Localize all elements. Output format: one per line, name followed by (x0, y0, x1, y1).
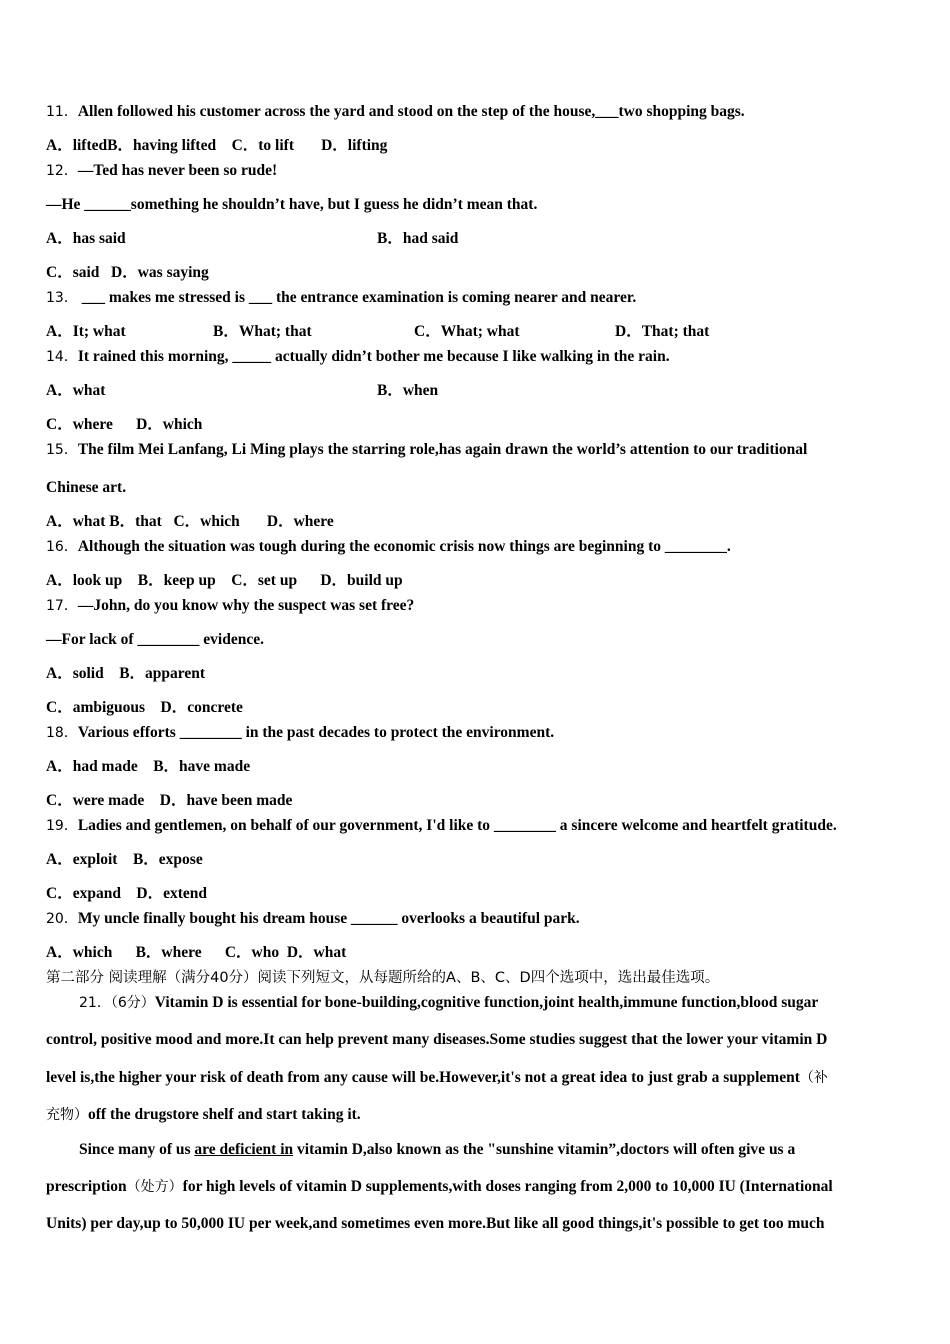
question-stem: —Ted has never been so rude! (77, 162, 278, 179)
passage-text: for high levels of vitamin D supplements,with doses ranging from 2,000 to 10,000 IU (International (182, 1178, 833, 1195)
passage-line: Units) per day,up to 50,000 IU per week,and sometimes even more.But like all good things,it's possible to get too much (46, 1215, 825, 1232)
passage-text: 充物） (46, 1107, 88, 1123)
passage-text: level is,the higher your risk of death from any cause will be.However,it's not a great idea to just grab a supplement (46, 1069, 800, 1086)
question-number: 17． (46, 598, 78, 614)
options-line (46, 381, 439, 401)
options-line: A．what B．that C．which D．where (46, 513, 334, 530)
option-d: D．That; that (615, 323, 710, 340)
question-number: 15． (46, 442, 78, 458)
question-18 (46, 723, 554, 743)
passage-line (46, 1068, 828, 1088)
options-line: C．expand D．extend (46, 885, 208, 902)
passage-text: off the drugstore shelf and start taking it. (88, 1106, 361, 1123)
passage-text: prescription (46, 1178, 127, 1195)
question-number: 21．（6分） (79, 995, 155, 1011)
question-number: 18． (46, 725, 78, 741)
options-line: C．ambiguous D．concrete (46, 699, 243, 716)
question-12 (46, 161, 277, 181)
underlined-phrase: are deficient in (194, 1141, 294, 1158)
option-c: C．What; what (414, 323, 520, 340)
question-stem-line2: —For lack of ________ evidence. (46, 631, 264, 648)
options-line (46, 229, 459, 249)
options-line (46, 322, 710, 342)
section-heading: 第二部分 阅读理解（满分40分）阅读下列短文，从每题所给的A、B、C、D四个选项中，选出最佳选项。 (46, 970, 720, 986)
question-number: 14． (46, 349, 78, 365)
options-line: A．exploit B．expose (46, 851, 203, 868)
question-number: 13． (46, 290, 78, 306)
question-stem: Although the situation was tough during the economic crisis now things are beginning to ________. (77, 538, 731, 555)
option-b: B．had said (377, 230, 459, 247)
passage-line (46, 1105, 361, 1125)
passage-text: （补 (799, 1070, 828, 1086)
passage-line (79, 1140, 795, 1160)
option-a: A．It; what (46, 323, 126, 340)
question-stem: The film Mei Lanfang, Li Ming plays the starring role,has again drawn the world’s attention to our traditional (77, 441, 808, 458)
question-19 (46, 816, 837, 836)
passage-text: Vitamin D is essential for bone-building,cognitive function,joint health,immune function,blood sugar (154, 994, 819, 1011)
question-number: 12． (46, 163, 78, 179)
question-stem-line2: Chinese art. (46, 479, 127, 496)
passage-text: （处方） (126, 1179, 183, 1195)
passage-line: control, positive mood and more.It can help prevent many diseases.Some studies suggest that the lower your vitamin D (46, 1031, 828, 1048)
question-stem: It rained this morning, _____ actually didn’t bother me because I like walking in the rain. (77, 348, 670, 365)
question-16 (46, 537, 731, 557)
passage-text: Since many of us (79, 1141, 195, 1158)
passage-line (79, 993, 818, 1013)
options-line: A．which B．where C．who D．what (46, 944, 347, 961)
options-line: C．where D．which (46, 416, 203, 433)
options-line: C．were made D．have been made (46, 792, 293, 809)
question-stem: Ladies and gentlemen, on behalf of our government, I'd like to ________ a sincere welcome and heartfelt gratitude. (77, 817, 837, 834)
question-11 (46, 102, 745, 122)
options-line: A．look up B．keep up C．set up D．build up (46, 572, 403, 589)
question-number: 20． (46, 911, 78, 927)
question-stem-line2: —He ______something he shouldn’t have, but I guess he didn’t mean that. (46, 196, 538, 213)
option-b: B．when (377, 382, 439, 399)
question-stem: Various efforts ________ in the past decades to protect the environment. (77, 724, 555, 741)
passage-line (46, 1177, 833, 1197)
option-b: B．What; that (213, 323, 312, 340)
question-number: 19． (46, 818, 78, 834)
options-line: A．liftedB．having lifted C．to lift D．lifting (46, 137, 388, 154)
question-17 (46, 596, 414, 616)
question-20 (46, 909, 580, 929)
options-line: A．solid B．apparent (46, 665, 206, 682)
question-stem: My uncle finally bought his dream house ______ overlooks a beautiful park. (77, 910, 580, 927)
question-stem: Allen followed his customer across the yard and stood on the step of the house,___two shopping bags. (77, 103, 745, 120)
question-stem: —John, do you know why the suspect was set free? (77, 597, 415, 614)
option-a: A．has said (46, 230, 126, 247)
question-13 (46, 288, 636, 308)
options-line: A．had made B．have made (46, 758, 251, 775)
question-number: 16． (46, 539, 78, 555)
passage-text: vitamin D,also known as the "sunshine vitamin”,doctors will often give us a (293, 1141, 796, 1158)
question-number: 11． (46, 104, 78, 120)
question-15 (46, 440, 807, 460)
question-14 (46, 347, 670, 367)
question-stem: ___ makes me stressed is ___ the entrance examination is coming nearer and nearer. (77, 289, 637, 306)
option-a: A．what (46, 382, 106, 399)
options-line: C．said D．was saying (46, 264, 209, 281)
